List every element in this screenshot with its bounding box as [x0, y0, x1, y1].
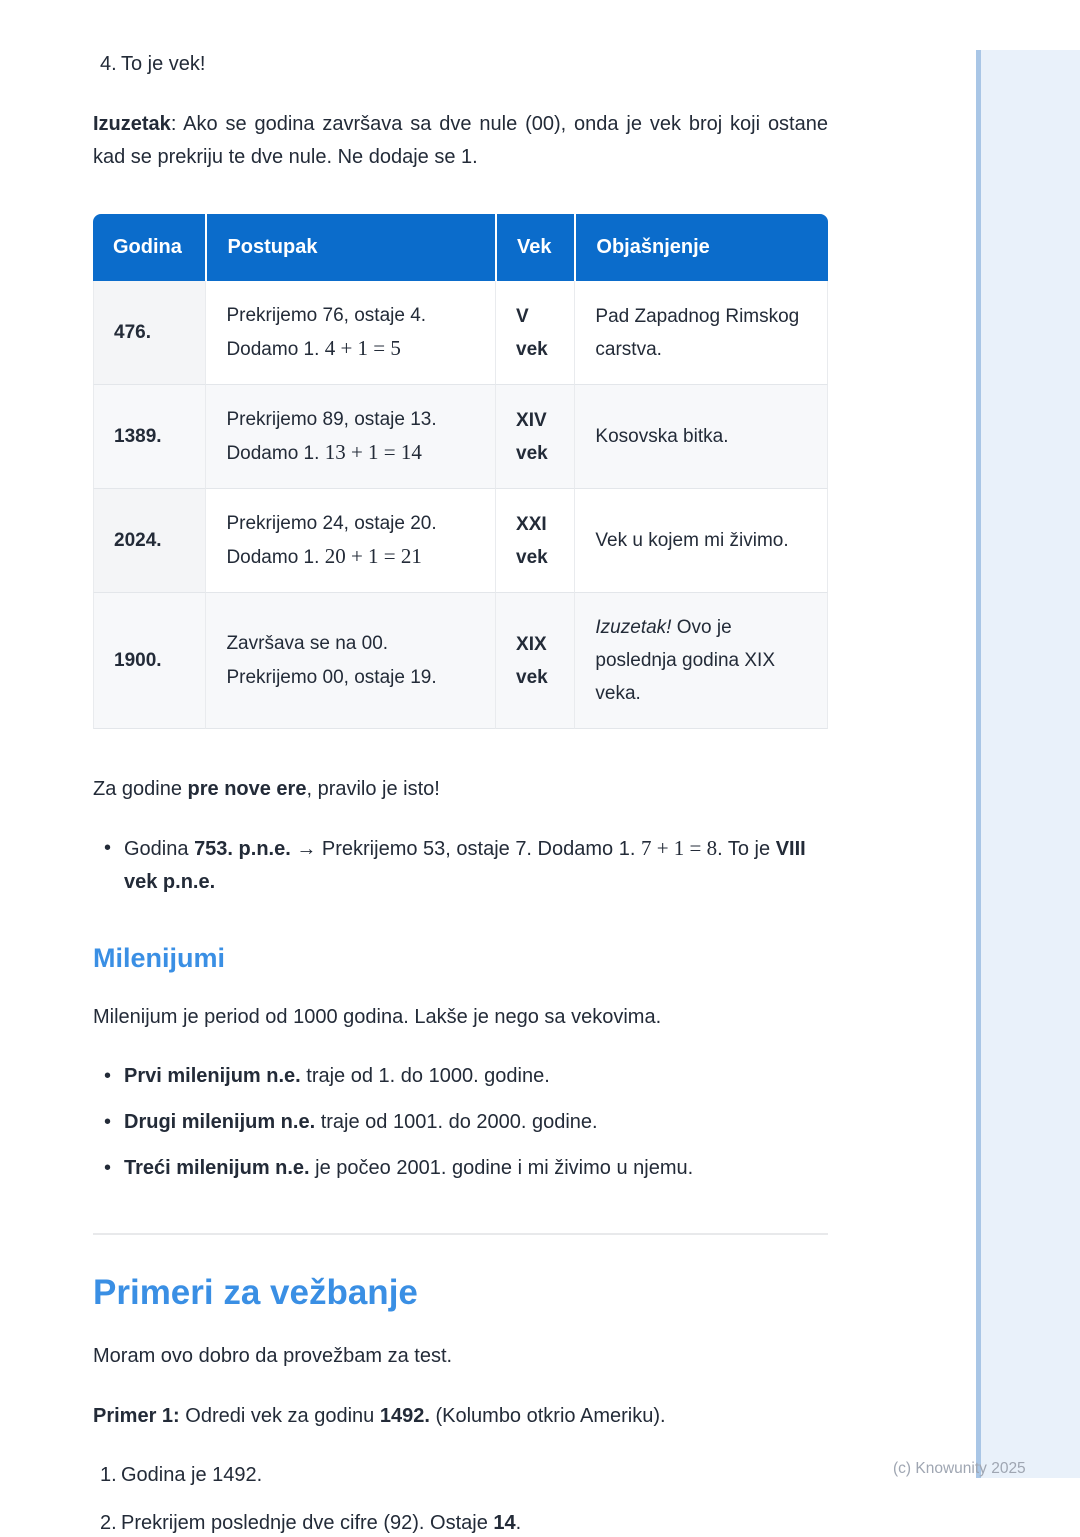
century-word: vek	[516, 666, 548, 688]
procedure-line1: Prekrijemo 76, ostaje 4.	[226, 305, 427, 326]
list-item	[93, 1060, 828, 1093]
table-row	[93, 385, 828, 489]
century-roman: XIX	[516, 633, 547, 655]
century-cell	[495, 281, 574, 385]
list-item	[93, 1152, 828, 1185]
century-roman: XIV	[516, 409, 547, 431]
century-cell	[495, 489, 574, 593]
bullet-icon: •	[104, 1111, 112, 1133]
explanation-cell	[574, 593, 828, 729]
exception-note	[93, 108, 828, 174]
explanation-cell	[574, 281, 828, 385]
header-godina: Godina	[93, 214, 205, 281]
explanation-text: Kosovska bitka.	[595, 426, 729, 447]
step-text: To je vek!	[121, 53, 206, 75]
table-row	[93, 593, 828, 729]
header-postupak: Postupak	[205, 214, 495, 281]
exception-label: Izuzetak	[93, 113, 171, 135]
century-cell	[495, 385, 574, 489]
header-vek: Vek	[495, 214, 574, 281]
list-item	[93, 832, 828, 899]
procedure-cell	[205, 593, 495, 729]
math-expression: 13 + 1 = 14	[324, 440, 422, 464]
procedure-cell	[205, 385, 495, 489]
explanation-cell	[574, 385, 828, 489]
pre-nove-ere-list	[93, 832, 828, 899]
primeri-heading: Primeri za vežbanje	[93, 1273, 418, 1312]
century-word: vek	[516, 338, 548, 360]
explanation-text: Pad Zapadnog Rimskog carstva.	[595, 305, 800, 360]
milenijumi-intro: Milenijum je period od 1000 godina. Lakše je nego sa vekovima.	[93, 1006, 662, 1028]
list-item	[93, 1106, 828, 1139]
procedure-line2: Dodamo 1. 4 + 1 = 5	[226, 336, 401, 360]
page-edge-panel	[976, 50, 1080, 1478]
ordered-step-4	[93, 50, 828, 78]
procedure-line2: Dodamo 1. 13 + 1 = 14	[226, 440, 422, 464]
math-expression: 20 + 1 = 21	[324, 544, 422, 568]
explanation-text: Ovo je poslednja godina XIX veka.	[595, 617, 775, 704]
bullet-text: Godina 753. p.n.e. → Prekrijemo 53, ostaje 7. Dodamo 1. 7 + 1 = 8. To je VIII vek p.n.e.	[124, 836, 806, 893]
section-divider	[93, 1233, 828, 1235]
pre-nove-ere-intro: Za godine pre nove ere, pravilo je isto!	[93, 778, 440, 800]
procedure-line1: Prekrijemo 89, ostaje 13.	[226, 409, 437, 430]
header-objasnjenje: Objašnjenje	[574, 214, 828, 281]
bullet-text: Treći milenijum n.e. je počeo 2001. godine i mi živimo u njemu.	[124, 1157, 694, 1179]
procedure-line1: Prekrijemo 24, ostaje 20.	[226, 513, 437, 534]
procedure-cell	[205, 281, 495, 385]
bullet-icon: •	[104, 837, 112, 859]
century-word: vek	[516, 442, 548, 464]
century-roman: XXI	[516, 513, 547, 535]
math-expression: 4 + 1 = 5	[324, 336, 401, 360]
century-roman: V	[516, 305, 529, 327]
primer-1-steps	[93, 1461, 828, 1537]
step-text: Prekrijem poslednje dve cifre (92). Ostaje 14.	[121, 1512, 522, 1534]
procedure-cell	[205, 489, 495, 593]
bullet-text: Drugi milenijum n.e. traje od 1001. do 2000. godine.	[124, 1111, 598, 1133]
step-number: 4.	[100, 53, 117, 75]
ordered-step	[93, 1509, 828, 1537]
bullet-icon: •	[104, 1157, 112, 1179]
math-expression: 7 + 1 = 8	[640, 836, 718, 860]
primeri-intro: Moram ovo dobro da provežbam za test.	[93, 1345, 453, 1367]
century-word: vek	[516, 546, 548, 568]
primer-1-statement: Primer 1: Odredi vek za godinu 1492. (Kolumbo otkrio Ameriku).	[93, 1405, 666, 1427]
procedure-line2: Prekrijemo 00, ostaje 19.	[226, 667, 437, 688]
procedure-line2: Dodamo 1. 20 + 1 = 21	[226, 544, 422, 568]
pre-nove-ere-bold: pre nove ere	[187, 778, 307, 800]
ordered-step	[93, 1461, 828, 1489]
explanation-text: Vek u kojem mi živimo.	[595, 530, 789, 551]
year-cell: 2024.	[93, 489, 205, 593]
procedure-line1: Završava se na 00.	[226, 633, 389, 654]
step-number: 1.	[100, 1464, 117, 1486]
centuries-table	[93, 214, 828, 729]
year-cell: 1900.	[93, 593, 205, 729]
year-cell: 1389.	[93, 385, 205, 489]
table-header	[93, 214, 828, 281]
bullet-text: Prvi milenijum n.e. traje od 1. do 1000. godine.	[124, 1065, 550, 1087]
copyright-watermark: (c) Knowunity 2025	[893, 1460, 1026, 1477]
bullet-icon: •	[104, 1065, 112, 1087]
explanation-cell	[574, 489, 828, 593]
milenijumi-list	[93, 1060, 828, 1185]
year-cell: 476.	[93, 281, 205, 385]
table-row	[93, 281, 828, 385]
step-number: 2.	[100, 1512, 117, 1534]
exception-text: : Ako se godina završava sa dve nule (00), onda je vek broj koji ostane kad se prekriju te dve nule. Ne dodaje se 1.	[93, 113, 828, 168]
milenijumi-heading: Milenijumi	[93, 943, 226, 973]
step-text: Godina je 1492.	[121, 1464, 263, 1486]
century-cell	[495, 593, 574, 729]
document-content	[93, 0, 828, 1537]
explanation-italic: Izuzetak!	[595, 617, 672, 638]
table-row	[93, 489, 828, 593]
